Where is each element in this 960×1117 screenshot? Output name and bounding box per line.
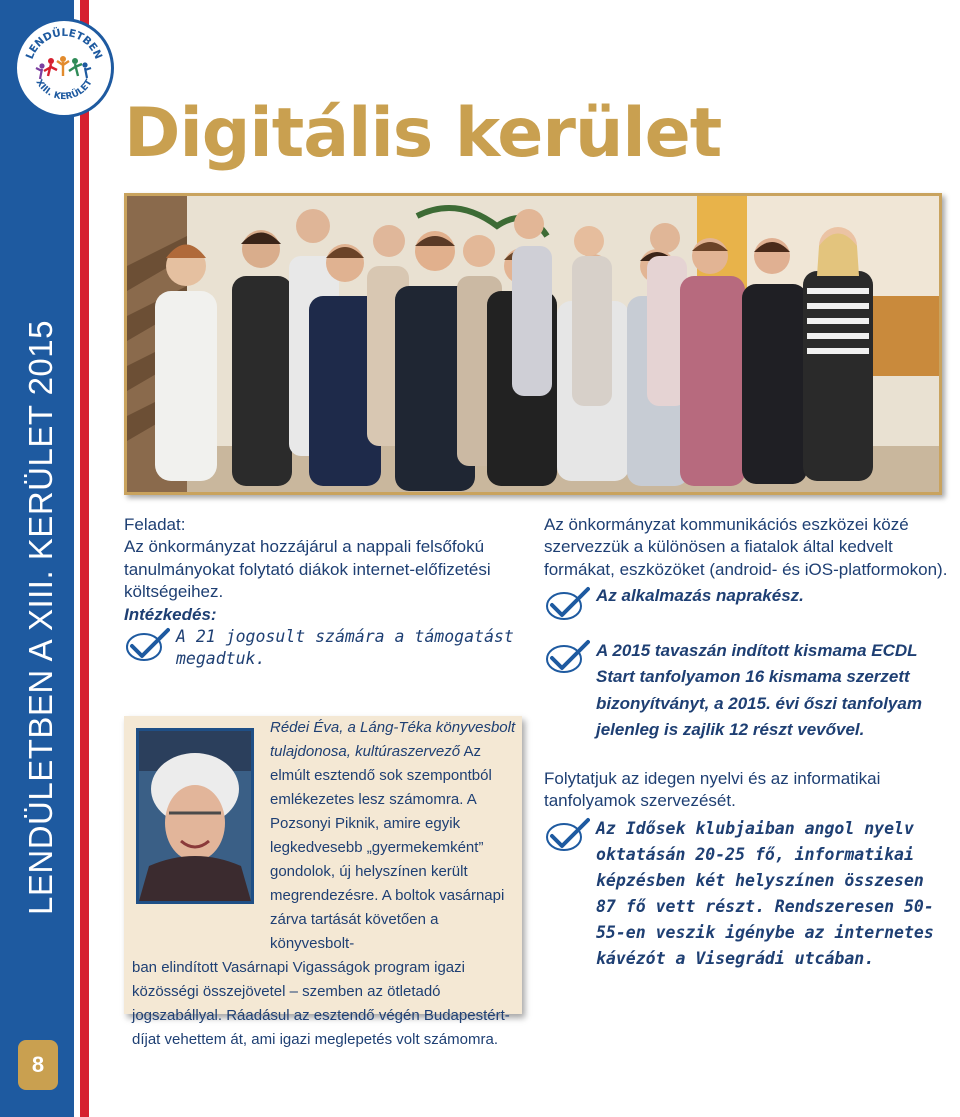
left-column [124,514,522,671]
group-photo [124,193,942,495]
measure-label: Intézkedés: [124,604,217,624]
right-item-1-text: Az alkalmazás naprakész. [596,586,804,606]
photo-people [155,209,873,491]
checkmark-icon [544,816,590,854]
quote-text-part1: Az elmúlt esztendő sok szempontból emlékezetes lesz számomra. A Pozsonyi Piknik, amire egyik legkedvesebb „gyermekemként” gondolok, új helyszínen került megrendezésre. A boltok vasárnapi zárva tartását követően a könyvesbolt- [270,743,505,952]
lendulet-logo [14,18,114,118]
quote-text-part2: ban elindított Vasárnapi Vigasságok program igazi közösségi összejövetel – szemben az ötletadó jogszabállyal. Ráadásul az esztendő végén Budapestért-díjat vehettem át, ami igazi meglepetés volt számomra. [132,959,510,1048]
page-title: Digitális kerület [124,94,722,173]
logo-top-text: LENDÜLETBEN [23,26,105,61]
quote-box [124,716,522,1048]
quote-body [132,716,516,1052]
measure-item [124,626,522,671]
quote-author: Rédei Éva, a Láng-Téka könyvesbolt tulajdonosa, kultúraszervező [270,719,516,760]
measure-text: A 21 jogosult számára a támogatást megadtuk. [176,627,514,669]
sidebar-red-stripe [80,0,89,1117]
right-item-1 [544,585,950,607]
right-para-2: Folytatjuk az idegen nyelvi és az informatikai tanfolyamok szervezését. [544,768,881,811]
task-text: Az önkormányzat hozzájárul a nappali felsőfokú tanulmányokat folytató diákok internet-előfizetési költségeihez. [124,537,491,602]
right-item-3-text: Az Idősek klubjaiban angol nyelv oktatásán 20-25 fő, informatikai képzésben két helyszínen összesen 87 fő vett részt. Rendszeresen 50-55-en veszik igénybe az internetes kávézót a Visegrádi utcában. [596,819,934,969]
svg-text:LENDÜLETBEN [24,25,104,61]
right-intro: Az önkormányzat kommunikációs eszközei közé szervezzük a különösen a fiatalok által kedvelt formákat, eszközöket (android- és iOS-platformokon). [544,515,948,579]
checkmark-icon [544,585,590,623]
page-number: 8 [18,1040,58,1090]
right-item-3 [544,816,950,972]
svg-text:XIII. KERÜLET [33,77,95,102]
right-column [544,514,950,972]
sidebar-vertical-title: LENDÜLETBEN A XIII. KERÜLET 2015 [22,320,59,915]
task-label: Feladat: [124,515,186,534]
logo-figures-icon [36,56,91,79]
checkmark-icon [544,638,590,676]
right-item-2-text: A 2015 tavaszán indított kismama ECDL Start tanfolyamon 16 kismama szerzett bizonyítványt, a 2015. évi őszi tanfolyam jelenleg is zajlik 12 részt vevővel. [596,640,922,740]
logo-bottom-text: XIII. KERÜLET [33,77,95,103]
right-item-2 [544,638,950,744]
checkmark-icon [124,626,170,664]
